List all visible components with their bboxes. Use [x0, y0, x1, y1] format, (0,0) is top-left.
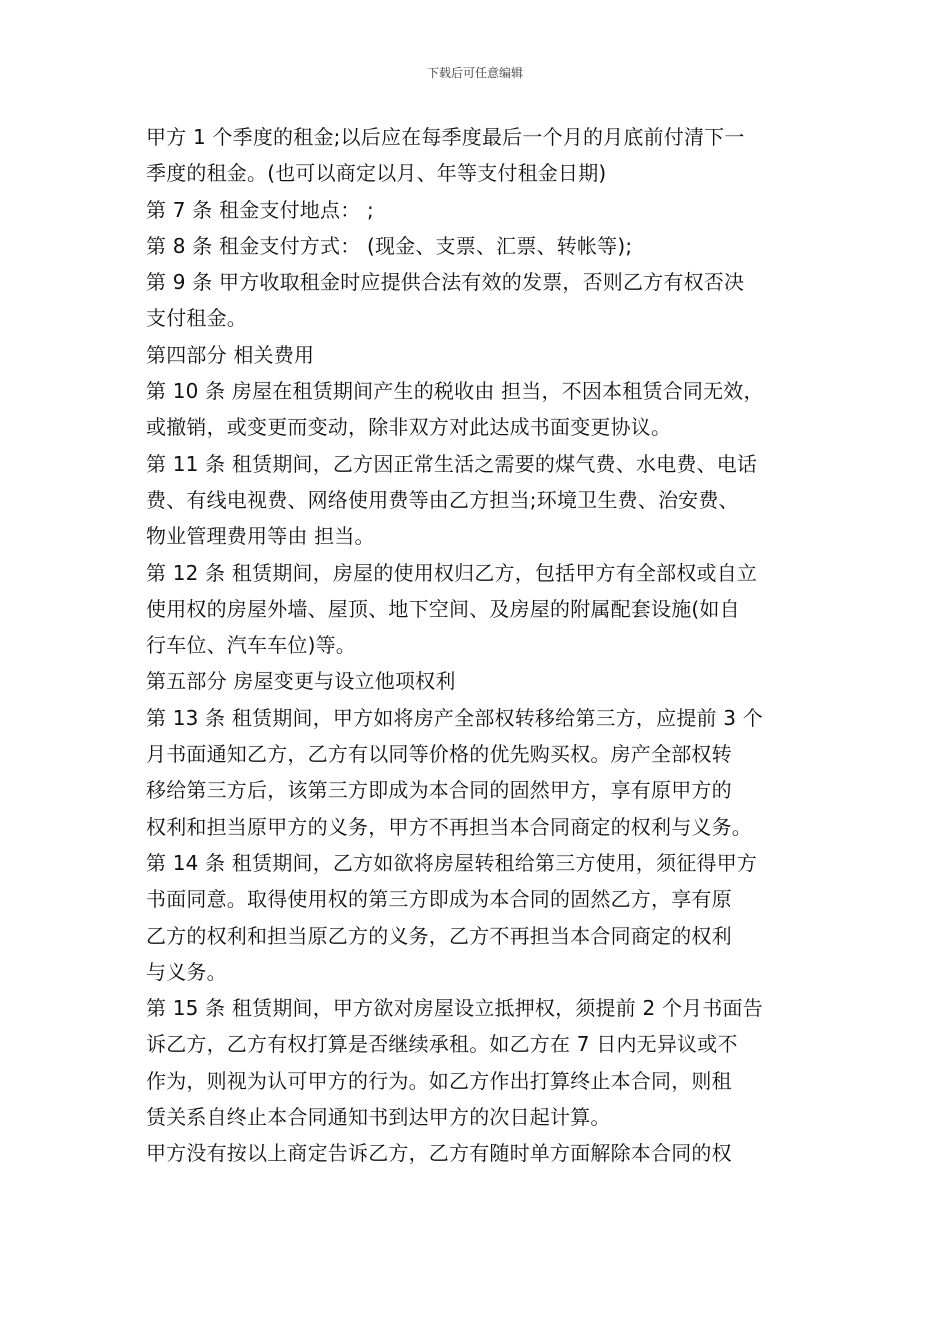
text-line: 第 11 条 租赁期间，乙方因正常生活之需要的煤气费、水电费、电话 [146, 451, 758, 476]
text-line: 移给第三方后，该第三方即成为本合同的固然甲方，享有原甲方的 [146, 778, 732, 803]
text-line: 支付租金。 [146, 306, 247, 331]
text-line: 或撤销，或变更而变动，除非双方对此达成书面变更协议。 [146, 415, 672, 440]
text-line: 诉乙方，乙方有权打算是否继续承租。如乙方在 7 日内无异议或不 [146, 1032, 738, 1057]
text-line: 第 12 条 租赁期间，房屋的使用权归乙方，包括甲方有全部权或自立 [146, 560, 758, 585]
text-line: 权利和担当原甲方的义务，甲方不再担当本合同商定的权利与义务。 [146, 814, 752, 839]
section-heading: 第四部分 相关费用 [146, 342, 315, 367]
text-line: 与义务。 [146, 959, 227, 984]
text-line: 第 9 条 甲方收取租金时应提供合法有效的发票，否则乙方有权否决 [146, 270, 745, 295]
text-line: 第 10 条 房屋在租赁期间产生的税收由 担当，不因本租赁合同无效， [146, 379, 764, 404]
text-line: 乙方的权利和担当原乙方的义务，乙方不再担当本合同商定的权利 [146, 923, 732, 948]
text-line: 月书面通知乙方，乙方有以同等价格的优先购买权。房产全部权转 [146, 742, 732, 767]
text-line: 第 13 条 租赁期间，甲方如将房产全部权转移给第三方，应提前 3 个 [146, 705, 763, 730]
text-line: 费、有线电视费、网络使用费等由乙方担当;环境卫生费、治安费、 [146, 487, 739, 512]
text-line: 赁关系自终止本合同通知书到达甲方的次日起计算。 [146, 1105, 611, 1130]
text-line: 甲方没有按以上商定告诉乙方，乙方有随时单方面解除本合同的权 [146, 1141, 732, 1166]
text-line: 作为，则视为认可甲方的行为。如乙方作出打算终止本合同，则租 [146, 1068, 732, 1093]
document-body [146, 119, 826, 1172]
page-header: 下载后可任意编辑 [426, 66, 523, 80]
text-line: 第 15 条 租赁期间，甲方欲对房屋设立抵押权，须提前 2 个月书面告 [146, 996, 763, 1021]
text-line: 第 8 条 租金支付方式： (现金、支票、汇票、转帐等); [146, 233, 633, 258]
text-line: 使用权的房屋外墙、屋顶、地下空间、及房屋的附属配套设施(如自 [146, 596, 740, 621]
text-line: 书面同意。取得使用权的第三方即成为本合同的固然乙方，享有原 [146, 887, 732, 912]
section-heading: 第五部分 房屋变更与设立他项权利 [146, 669, 456, 694]
text-line: 第 7 条 租金支付地点： ; [146, 197, 374, 222]
text-line: 行车位、汽车车位)等。 [146, 633, 357, 658]
text-line: 甲方 1 个季度的租金;以后应在每季度最后一个月的月底前付清下一 [146, 125, 745, 149]
text-line: 季度的租金。(也可以商定以月、年等支付租金日期) [146, 161, 607, 186]
text-line: 第 14 条 租赁期间，乙方如欲将房屋转租给第三方使用，须征得甲方 [146, 850, 758, 875]
text-line: 物业管理费用等由 担当。 [146, 524, 375, 549]
